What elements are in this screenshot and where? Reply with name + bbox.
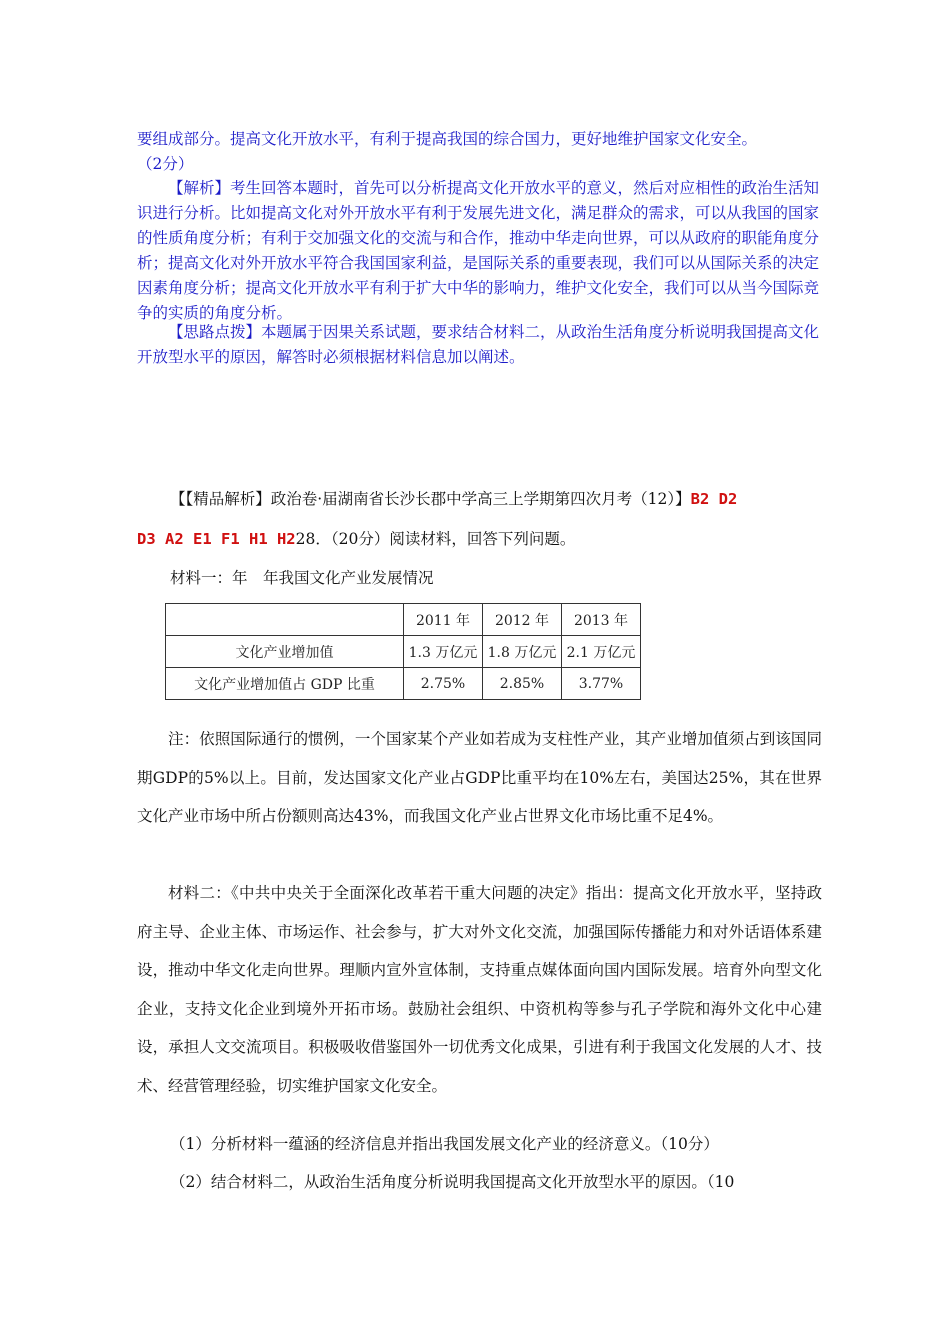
material-1-title: 材料一：年 年我国文化产业发展情况: [170, 569, 434, 587]
hint-text: 本题属于因果关系试题，要求结合材料二，从政治生活角度分析说明我国提高文化开放型水平的原因，解答时必须根据材料信息加以阐述。: [137, 323, 820, 366]
table-row-label: 文化产业增加值占 GDP 比重: [166, 668, 404, 700]
table-cell: 2.85%: [483, 668, 562, 700]
table-header-cell: 2011 年: [404, 604, 483, 636]
question-header-line-2: [137, 527, 575, 549]
note-paragraph: 注：依照国际通行的惯例，一个国家某个产业如若成为支柱性产业，其产业增加值须占到该国同期GDP的5%以上。目前，发达国家文化产业占GDP比重平均在10%左右，美国达25%，其在世界文化产业市场中所占份额则高达43%，而我国文化产业占世界文化市场比重不足4%。: [137, 730, 822, 825]
culture-industry-table: [165, 603, 641, 700]
analysis-text: 考生回答本题时，首先可以分析提高文化开放水平的意义，然后对应相性的政治生活知识进行分析。比如提高文化对外开放水平有利于发展先进文化，满足群众的需求，可以从我国的国家的性质角度分析；有利于交加强文化的交流与和合作，推动中华走向世界，可以从政府的职能角度分析；提高文化对外开放水平符合我国国家利益，是国际关系的重要表现，我们可以从国际关系的决定因素角度分析；提高文化开放水平有利于扩大中华的影响力，维护文化安全，我们可以从当今国际竞争的实质的角度分析。: [137, 179, 820, 322]
answer-score: （2分）: [137, 155, 194, 173]
question-intro: 28．（20分）阅读材料，回答下列问题。: [295, 530, 576, 548]
table-header-cell: 2012 年: [483, 604, 562, 636]
table-header-row: [166, 604, 641, 636]
analysis-tag: 【解析】: [168, 179, 231, 197]
hint-tag: 【思路点拨】: [168, 323, 262, 341]
question-header-line-1: [170, 487, 737, 509]
analysis-paragraph: [137, 176, 827, 326]
table-header-cell: 2013 年: [562, 604, 641, 636]
question-1: （1）分析材料一蕴涵的经济信息并指出我国发展文化产业的经济意义。（10分）: [170, 1135, 719, 1153]
table-header-cell: [166, 604, 404, 636]
question-2: （2）结合材料二，从政治生活角度分析说明我国提高文化开放型水平的原因。（10: [170, 1173, 735, 1191]
table-cell: 2.75%: [404, 668, 483, 700]
answer-line-1: 要组成部分。提高文化开放水平，有利于提高我国的综合国力，更好地维护国家文化安全。: [137, 130, 758, 148]
table-row: [166, 636, 641, 668]
knowledge-codes-2: D3 A2 E1 F1 H1 H2: [137, 530, 296, 548]
hint-paragraph: [137, 320, 827, 370]
table-cell: 1.3 万亿元: [404, 636, 483, 668]
table-cell: 2.1 万亿元: [562, 636, 641, 668]
knowledge-codes-1: B2 D2: [690, 490, 738, 508]
table-row: [166, 668, 641, 700]
question-source: 【【精品解析】政治卷·届湖南省长沙长郡中学高三上学期第四次月考（12）】: [170, 490, 691, 508]
material-2-paragraph: 材料二：《中共中央关于全面深化改革若干重大问题的决定》指出：提高文化开放水平，坚持政府主导、企业主体、市场运作、社会参与，扩大对外文化交流，加强国际传播能力和对外话语体系建设，推动中华文化走向世界。理顺内宣外宣体制，支持重点媒体面向国内国际发展。培育外向型文化企业，支持文化企业到境外开拓市场。鼓励社会组织、中资机构等参与孔子学院和海外文化中心建设，承担人文交流项目。积极吸收借鉴国外一切优秀文化成果，引进有利于我国文化发展的人才、技术、经营管理经验，切实维护国家文化安全。: [137, 884, 822, 1095]
table-cell: 1.8 万亿元: [483, 636, 562, 668]
table-row-label: 文化产业增加值: [166, 636, 404, 668]
table-cell: 3.77%: [562, 668, 641, 700]
